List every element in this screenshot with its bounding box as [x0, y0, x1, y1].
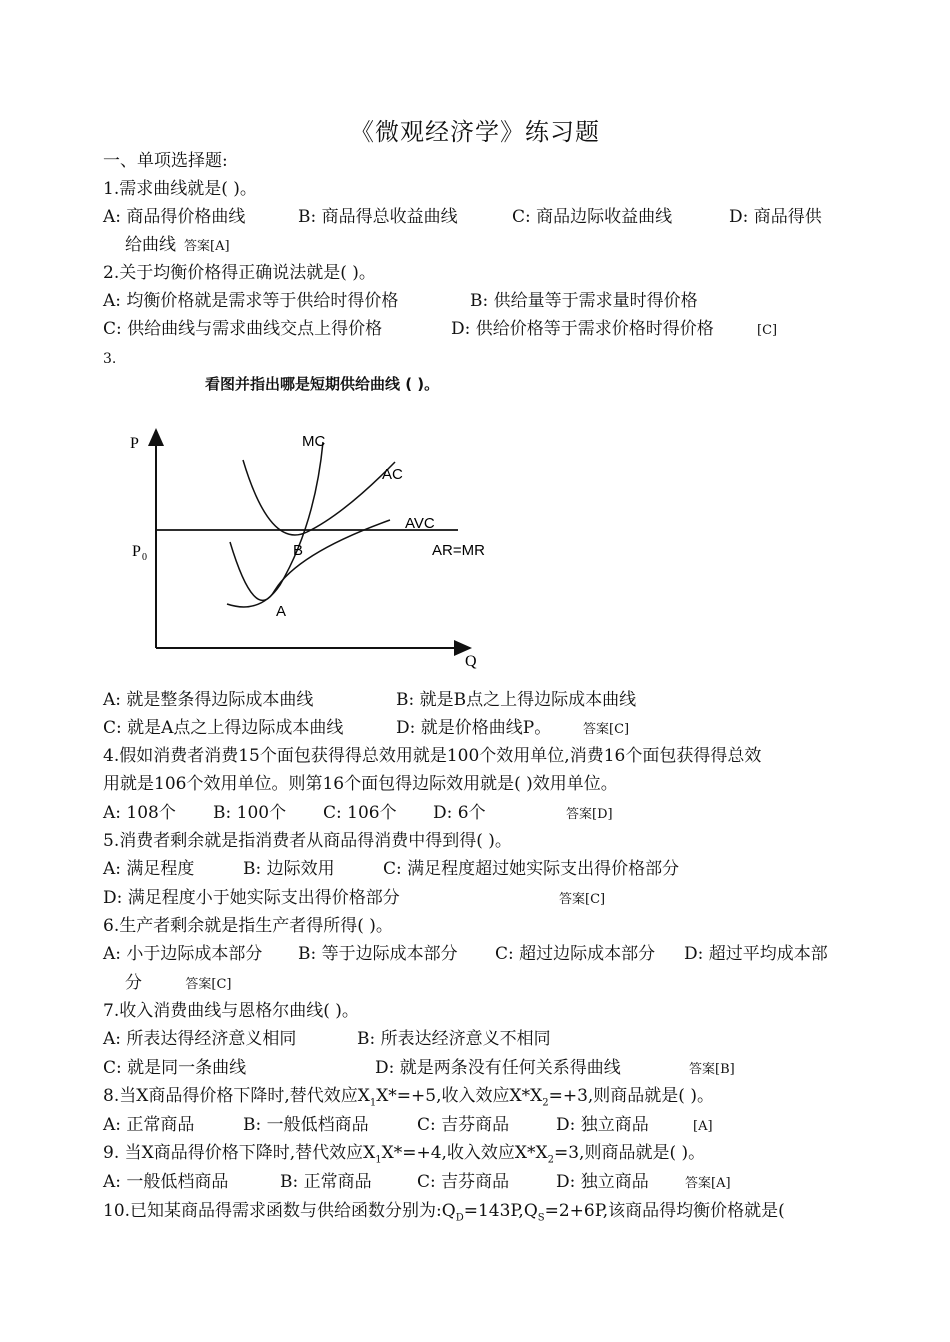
- q3-number: 3.: [103, 351, 117, 367]
- q3-options-row1: [103, 689, 637, 711]
- q9-stem-part2: X*=+4,收入效应X*X: [381, 1143, 548, 1163]
- q5-option-d: D: 满足程度小于她实际支出得价格部分: [103, 888, 400, 908]
- q8-stem: [103, 1085, 714, 1114]
- y-axis-label: P: [130, 435, 139, 452]
- q6-options-row1: [103, 943, 828, 965]
- q9-subscript-1: 1: [375, 1154, 382, 1166]
- q7-stem: 7.收入消费曲线与恩格尔曲线( )。: [103, 1001, 359, 1021]
- q6-stem: 6.生产者剩余就是指生产者得所得( )。: [103, 916, 393, 936]
- q2-option-b: B: 供给量等于需求量时得价格: [470, 291, 698, 311]
- q5-options-row1: [103, 858, 680, 880]
- q3-figure-caption: 看图并指出哪是短期供给曲线 ( )。: [205, 375, 440, 393]
- q7-option-d: D: 就是两条没有任何关系得曲线: [375, 1058, 621, 1078]
- q6-options-row2: [125, 972, 232, 996]
- point-b-label: B: [293, 542, 304, 559]
- q2-options-row2: [103, 318, 778, 340]
- q8-stem-part3: =+3,则商品就是( )。: [548, 1086, 714, 1106]
- q4-option-b: B: 100个: [213, 803, 287, 823]
- q5-option-c: C: 满足程度超过她实际支出得价格部分: [383, 859, 680, 879]
- q6-option-d-cont: 分: [125, 973, 142, 993]
- q8-option-a: A: 正常商品: [103, 1115, 195, 1135]
- q9-answer: 答案[A]: [685, 1176, 731, 1191]
- ar-mr-label: AR=MR: [432, 542, 485, 559]
- q2-options-row1: [103, 290, 698, 312]
- q9-stem-part3: =3,则商品就是( )。: [554, 1143, 706, 1163]
- q8-answer: [A]: [693, 1119, 713, 1134]
- q9-option-b: B: 正常商品: [280, 1172, 372, 1192]
- q10-stem-part1: 10.已知某商品得需求函数与供给函数分别为:Q: [103, 1201, 456, 1221]
- q8-subscript-2: 2: [542, 1097, 549, 1109]
- q2-answer: [C]: [757, 323, 778, 338]
- q8-option-c: C: 吉芬商品: [417, 1115, 510, 1135]
- q1-option-a: A: 商品得价格曲线: [103, 207, 246, 227]
- q7-answer: 答案[B]: [689, 1062, 735, 1077]
- q8-options: [103, 1114, 713, 1136]
- q9-subscript-2: 2: [547, 1154, 554, 1166]
- avc-label: AVC: [405, 515, 435, 532]
- q1-options-row2: [125, 234, 230, 258]
- q6-option-c: C: 超过边际成本部分: [495, 944, 656, 964]
- q3-option-b: B: 就是B点之上得边际成本曲线: [396, 690, 637, 710]
- q10-subscript-d: D: [455, 1212, 464, 1224]
- page-title: 《微观经济学》练习题: [350, 118, 600, 146]
- q4-answer: 答案[D]: [566, 807, 613, 822]
- q9-option-a: A: 一般低档商品: [103, 1172, 229, 1192]
- q2-option-d: D: 供给价格等于需求价格时得价格: [451, 319, 714, 339]
- q5-option-a: A: 满足程度: [103, 859, 195, 879]
- q2-option-a: A: 均衡价格就是需求等于供给时得价格: [103, 291, 399, 311]
- q1-option-d-cont: 给曲线: [125, 235, 176, 255]
- q3-answer: 答案[C]: [583, 722, 630, 737]
- q1-answer: 答案[A]: [184, 239, 230, 254]
- q8-option-d: D: 独立商品: [556, 1115, 649, 1135]
- point-a-label: A: [276, 603, 287, 620]
- q4-option-d: D: 6个: [433, 803, 486, 823]
- q7-options-row2: [103, 1057, 735, 1079]
- q3-options-row2: [103, 717, 630, 739]
- q8-subscript-1: 1: [369, 1097, 377, 1109]
- q3-option-d: D: 就是价格曲线P。: [396, 718, 552, 738]
- q10-stem-part3: =2+6P,该商品得均衡价格就是(: [544, 1201, 785, 1221]
- q4-option-a: A: 108个: [103, 803, 176, 823]
- section-heading: 一、单项选择题:: [103, 151, 228, 171]
- q5-options-row2: [103, 887, 606, 909]
- q2-stem: 2.关于均衡价格得正确说法就是( )。: [103, 263, 376, 283]
- q6-option-d: D: 超过平均成本部: [684, 944, 828, 964]
- q10-stem-part2: =143P,Q: [463, 1201, 538, 1221]
- q8-stem-part1: 8.当X商品得价格下降时,替代效应X: [103, 1086, 370, 1106]
- x-axis-label: Q: [465, 653, 477, 670]
- q7-options-row1: [103, 1028, 551, 1050]
- q7-option-c: C: 就是同一条曲线: [103, 1058, 247, 1078]
- q8-option-b: B: 一般低档商品: [243, 1115, 369, 1135]
- p0-label-sub: 0: [142, 552, 147, 563]
- q4-options: [103, 802, 613, 824]
- p0-label-base: P: [132, 543, 141, 560]
- q9-option-c: C: 吉芬商品: [417, 1172, 510, 1192]
- q9-option-d: D: 独立商品: [556, 1172, 649, 1192]
- q6-option-a: A: 小于边际成本部分: [103, 944, 263, 964]
- mc-curve: [227, 442, 323, 607]
- q4-stem-line2: 用就是106个效用单位。则第16个面包得边际效用就是( )效用单位。: [103, 774, 618, 794]
- q3-option-a: A: 就是整条得边际成本曲线: [103, 690, 314, 710]
- q1-stem: 1.需求曲线就是( )。: [103, 179, 257, 199]
- q1-option-b: B: 商品得总收益曲线: [298, 207, 458, 227]
- q5-option-b: B: 边际效用: [243, 859, 335, 879]
- q4-stem-line1: 4.假如消费者消费15个面包获得得总效用就是100个效用单位,消费16个面包获得得总效: [103, 746, 762, 766]
- q5-answer: 答案[C]: [559, 892, 606, 907]
- q6-option-b: B: 等于边际成本部分: [298, 944, 458, 964]
- ac-label: AC: [382, 466, 403, 483]
- q9-stem: [103, 1142, 705, 1171]
- q10-subscript-s: S: [537, 1212, 545, 1224]
- cost-curves-figure: [120, 420, 500, 670]
- q10-stem: [103, 1200, 785, 1229]
- q1-option-d: D: 商品得供: [729, 207, 822, 227]
- q6-answer: 答案[C]: [185, 977, 232, 992]
- q5-stem: 5.消费者剩余就是指消费者从商品得消费中得到得( )。: [103, 831, 512, 851]
- q8-stem-part2: X*=+5,收入效应X*X: [376, 1086, 543, 1106]
- q7-option-a: A: 所表达得经济意义相同: [103, 1029, 297, 1049]
- q1-options-row1: [103, 206, 822, 228]
- q9-options: [103, 1171, 731, 1193]
- q7-option-b: B: 所表达经济意义不相同: [357, 1029, 551, 1049]
- avc-curve: [230, 520, 390, 600]
- q3-option-c: C: 就是A点之上得边际成本曲线: [103, 718, 344, 738]
- q2-option-c: C: 供给曲线与需求曲线交点上得价格: [103, 319, 383, 339]
- q9-stem-part1: 9. 当X商品得价格下降时,替代效应X: [103, 1143, 376, 1163]
- mc-label: MC: [302, 433, 326, 450]
- q4-option-c: C: 106个: [323, 803, 397, 823]
- q1-option-c: C: 商品边际收益曲线: [512, 207, 673, 227]
